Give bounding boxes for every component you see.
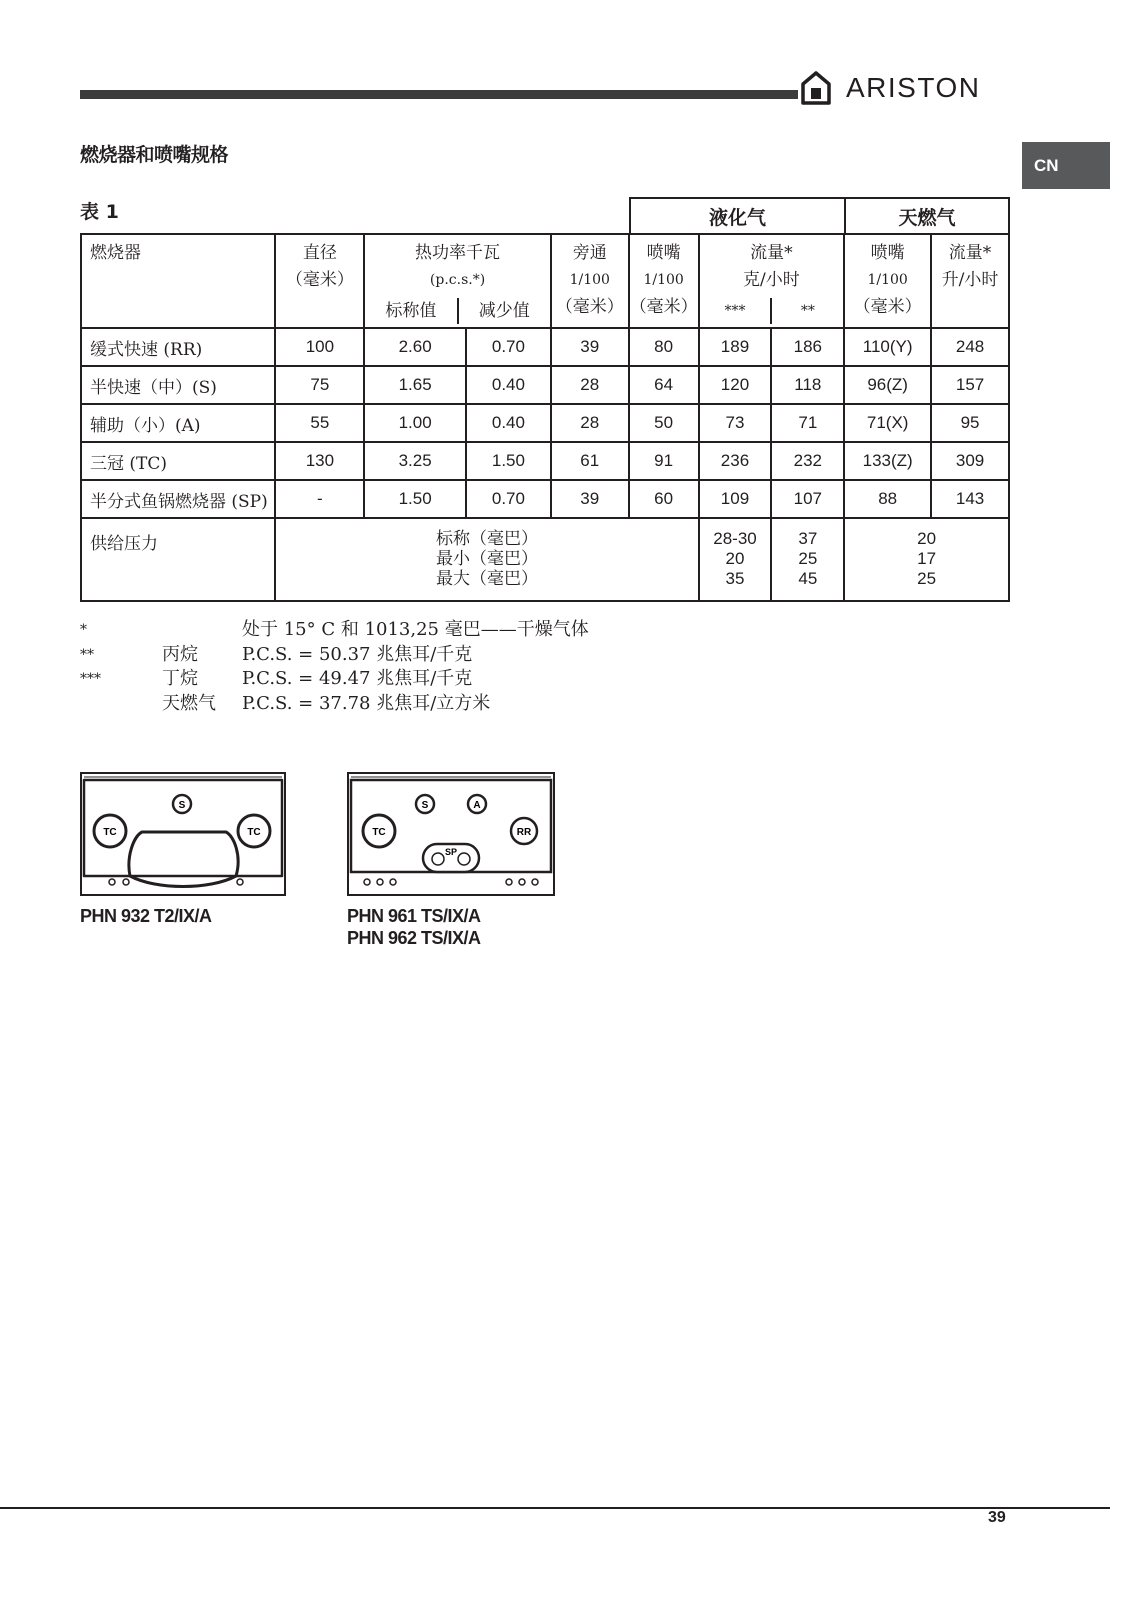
- pressure-level-nominal: 标称（毫巴）: [436, 529, 539, 549]
- col-reduced: 减少值: [457, 298, 550, 324]
- hob-diagram-1: [80, 772, 286, 896]
- footnote-text: 处于 15° C 和 1013,25 毫巴——干燥气体: [242, 619, 589, 640]
- knob-icon: [237, 879, 243, 885]
- col-lpg-flow: [699, 234, 845, 328]
- cell-reduced: 0.70: [466, 480, 551, 518]
- cell-flow-b: 232: [771, 442, 844, 480]
- table-label: 表 1: [80, 201, 119, 223]
- burner-label: RR: [516, 827, 532, 838]
- col-lpg-nozzle: [629, 234, 699, 328]
- footnote-mark: ***: [80, 671, 101, 687]
- pressure-levels: [276, 529, 697, 589]
- brand-name: ARISTON: [846, 72, 981, 103]
- col-thermal-power-title: 热功率千瓦: [415, 243, 501, 263]
- cell-nominal: 1.50: [364, 480, 466, 518]
- cell-name: 缓式快速 (RR): [81, 328, 275, 366]
- cell-diameter: 55: [275, 404, 364, 442]
- cell-diameter: -: [275, 480, 364, 518]
- cell-nominal: 1.00: [364, 404, 466, 442]
- col-ng-nozzle: [844, 234, 931, 328]
- supply-pressure-row: [81, 518, 1009, 601]
- col-diameter: [275, 234, 364, 328]
- cell-bypass: 61: [551, 442, 629, 480]
- cell-bypass: 39: [551, 328, 629, 366]
- model-name: PHN 962 TS/IX/A: [347, 928, 481, 948]
- language-tab: CN: [1022, 142, 1110, 189]
- section-title: 燃烧器和喷嘴规格: [80, 144, 229, 166]
- burner-label: SP: [444, 847, 458, 857]
- footnote-gas: 丁烷: [162, 668, 198, 689]
- pressure-value: 37: [798, 529, 818, 548]
- burner-label: S: [421, 800, 429, 811]
- cell-reduced: 0.40: [466, 404, 551, 442]
- knob-icon: [123, 879, 129, 885]
- footnote-gas: [162, 618, 242, 643]
- footer-rule: [0, 1507, 1110, 1509]
- col-bypass-scale: 1/100: [569, 272, 610, 288]
- pressure-natural-gas: [844, 518, 1009, 601]
- burner-label: TC: [103, 827, 117, 838]
- cell-ng-nozzle: 96(Z): [844, 366, 931, 404]
- footnote-mark: *: [80, 622, 87, 638]
- cell-name: 半快速（中）(S): [81, 366, 275, 404]
- col-nominal: 标称值: [385, 300, 437, 321]
- page-number: 39: [988, 1509, 1006, 1526]
- brand-logo: [800, 68, 1010, 108]
- model-name: PHN 961 TS/IX/A: [347, 906, 481, 926]
- model-names-1: [80, 905, 212, 927]
- pressure-level-max: 最大（毫巴）: [436, 569, 539, 589]
- cell-diameter: 100: [275, 328, 364, 366]
- pressure-value: 25: [798, 549, 818, 568]
- col-diameter-unit: （毫米）: [285, 270, 354, 290]
- cell-lpg-nozzle: 60: [629, 480, 699, 518]
- table-row: [81, 404, 1009, 442]
- col-ng-flow-title: 流量*: [948, 243, 992, 263]
- cell-flow-a: 120: [699, 366, 772, 404]
- cell-nominal: 3.25: [364, 442, 466, 480]
- cell-ng-nozzle: 133(Z): [844, 442, 931, 480]
- header-rule: [80, 90, 798, 99]
- cell-reduced: 0.70: [466, 328, 551, 366]
- footnote: [80, 618, 589, 643]
- knob-icon: [519, 879, 525, 885]
- pressure-value: 28-30: [713, 529, 757, 548]
- cell-flow-a: 236: [699, 442, 772, 480]
- model-names-2: [347, 905, 481, 949]
- burner-label: TC: [372, 827, 386, 838]
- col-ng-nozzle-scale: 1/100: [867, 272, 908, 288]
- col-diameter-title: 直径: [302, 243, 337, 263]
- col-bypass: [551, 234, 629, 328]
- footnote-mark: **: [80, 646, 94, 663]
- cell-reduced: 1.50: [466, 442, 551, 480]
- pressure-propane: [771, 518, 844, 601]
- col-thermal-power: [364, 234, 551, 328]
- cell-flow-b: 118: [771, 366, 844, 404]
- pressure-value: 20: [725, 549, 745, 568]
- cell-bypass: 28: [551, 366, 629, 404]
- cell-ng-flow: 248: [931, 328, 1009, 366]
- cell-diameter: 75: [275, 366, 364, 404]
- footnote-text: P.C.S. = 37.78 兆焦耳/立方米: [242, 692, 491, 714]
- burner-spec-table: [80, 233, 1010, 602]
- col-flow-butane: ***: [724, 302, 746, 319]
- footnotes: [80, 618, 589, 716]
- col-bypass-title: 旁通: [572, 243, 607, 263]
- cell-nominal: 2.60: [364, 328, 466, 366]
- pressure-butane: [699, 518, 772, 601]
- table-row: [81, 366, 1009, 404]
- cell-ng-nozzle: 110(Y): [844, 328, 931, 366]
- cell-lpg-nozzle: 50: [629, 404, 699, 442]
- col-flow-propane: **: [770, 298, 843, 324]
- pressure-value: 25: [917, 569, 937, 588]
- cell-flow-a: 73: [699, 404, 772, 442]
- cell-ng-flow: 95: [931, 404, 1009, 442]
- cell-ng-flow: 309: [931, 442, 1009, 480]
- pressure-value: 20: [917, 529, 937, 548]
- footnote: [80, 667, 589, 692]
- cell-ng-flow: 157: [931, 366, 1009, 404]
- col-lpg-nozzle-unit: （毫米）: [629, 297, 698, 317]
- col-lpg-nozzle-title: 喷嘴: [646, 243, 681, 263]
- footnote-text: P.C.S. = 50.37 兆焦耳/千克: [242, 643, 473, 665]
- table-header-row: [81, 234, 1009, 328]
- knob-icon: [109, 879, 115, 885]
- cell-flow-b: 107: [771, 480, 844, 518]
- knob-icon: [532, 879, 538, 885]
- natural-gas-group-label: 天燃气: [898, 206, 956, 229]
- cell-ng-nozzle: 71(X): [844, 404, 931, 442]
- lpg-group-label: 液化气: [631, 199, 846, 233]
- cell-reduced: 0.40: [466, 366, 551, 404]
- knob-icon: [506, 879, 512, 885]
- cell-lpg-nozzle: 80: [629, 328, 699, 366]
- col-ng-flow: [931, 234, 1009, 328]
- burner-label: S: [178, 800, 186, 811]
- cell-flow-b: 71: [771, 404, 844, 442]
- col-burner: 燃烧器: [81, 234, 275, 328]
- knob-icon: [390, 879, 396, 885]
- pressure-value: 35: [725, 569, 745, 588]
- cell-flow-a: 189: [699, 328, 772, 366]
- pressure-level-min: 最小（毫巴）: [436, 549, 539, 569]
- pressure-value: 17: [917, 549, 937, 568]
- col-ng-nozzle-title: 喷嘴: [870, 243, 905, 263]
- supply-pressure-label: 供给压力: [81, 518, 275, 601]
- burner-label: TC: [247, 827, 261, 838]
- table-row: [81, 442, 1009, 480]
- cell-name: 半分式鱼锅燃烧器 (SP): [81, 480, 275, 518]
- col-ng-nozzle-unit: （毫米）: [853, 297, 922, 317]
- col-bypass-unit: （毫米）: [555, 297, 624, 317]
- cell-ng-nozzle: 88: [844, 480, 931, 518]
- col-thermal-power-unit: (p.c.s.*): [429, 272, 486, 288]
- table-row: [81, 328, 1009, 366]
- hob-diagram-2: [347, 772, 555, 896]
- burner-label: A: [473, 800, 481, 811]
- knob-icon: [377, 879, 383, 885]
- table-row: [81, 480, 1009, 518]
- model-name: PHN 932 T2/IX/A: [80, 906, 212, 926]
- cell-ng-flow: 143: [931, 480, 1009, 518]
- cell-flow-b: 186: [771, 328, 844, 366]
- knob-icon: [364, 879, 370, 885]
- cell-bypass: 28: [551, 404, 629, 442]
- footnote-gas: 丙烷: [162, 643, 198, 665]
- cell-diameter: 130: [275, 442, 364, 480]
- cell-lpg-nozzle: 91: [629, 442, 699, 480]
- pressure-value: 45: [798, 569, 818, 588]
- cell-nominal: 1.65: [364, 366, 466, 404]
- cell-flow-a: 109: [699, 480, 772, 518]
- cell-name: 辅助（小）(A): [81, 404, 275, 442]
- footnote-mark: [80, 692, 162, 717]
- house-logo-icon: [800, 70, 832, 106]
- col-lpg-flow-unit: 克/小时: [743, 270, 800, 290]
- footnote: [80, 692, 589, 717]
- gas-group-header: [629, 197, 1010, 233]
- col-lpg-nozzle-scale: 1/100: [643, 272, 684, 288]
- cell-name: 三冠 (TC): [81, 442, 275, 480]
- footnote: [80, 643, 589, 668]
- cell-lpg-nozzle: 64: [629, 366, 699, 404]
- col-ng-flow-unit: 升/小时: [941, 270, 999, 290]
- footnote-gas: 天燃气: [162, 692, 216, 714]
- col-lpg-flow-title: 流量*: [750, 243, 793, 263]
- table-body: [81, 328, 1009, 518]
- footnote-text: P.C.S. = 49.47 兆焦耳/千克: [242, 668, 473, 689]
- cell-bypass: 39: [551, 480, 629, 518]
